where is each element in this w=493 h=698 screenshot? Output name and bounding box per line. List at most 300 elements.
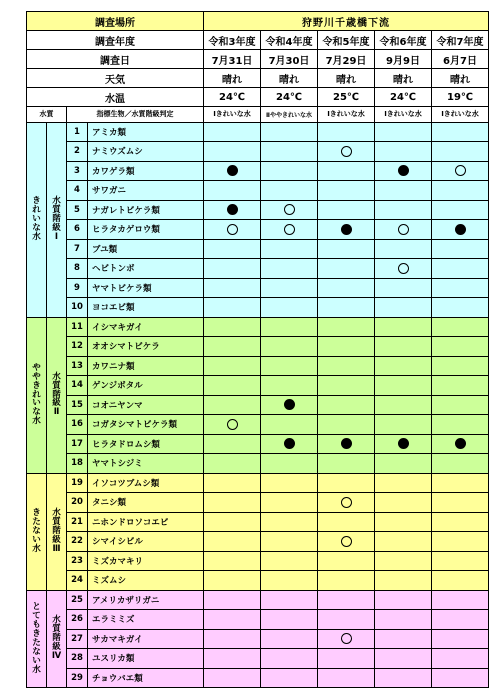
observation-cell	[261, 239, 318, 259]
observation-cell	[261, 415, 318, 435]
open-circle-icon	[227, 224, 238, 235]
observation-cell	[375, 259, 432, 279]
observation-cell	[261, 668, 318, 688]
observation-cell	[261, 259, 318, 279]
weather-row	[27, 69, 489, 88]
date-row	[27, 50, 489, 69]
temp-cell: 25℃	[318, 88, 375, 107]
species-row	[27, 220, 489, 240]
location-name: 狩野川千歳橋下流	[204, 12, 489, 31]
species-name: ミズカマキリ	[88, 551, 204, 571]
species-row	[27, 239, 489, 259]
observation-cell	[204, 356, 261, 376]
species-name: タニシ類	[88, 493, 204, 513]
species-row	[27, 649, 489, 669]
weather-cell: 晴れ	[375, 69, 432, 88]
observation-cell	[375, 454, 432, 474]
species-row	[27, 259, 489, 279]
observation-cell	[375, 239, 432, 259]
observation-cell	[432, 278, 489, 298]
species-row	[27, 434, 489, 454]
observation-cell	[432, 512, 489, 532]
observation-cell	[204, 454, 261, 474]
filled-circle-icon	[227, 165, 238, 176]
observation-cell	[261, 590, 318, 610]
observation-cell	[432, 434, 489, 454]
observation-cell	[318, 161, 375, 181]
observation-cell	[204, 376, 261, 396]
species-number: 6	[67, 220, 88, 240]
observation-cell	[432, 668, 489, 688]
observation-cell	[375, 161, 432, 181]
observation-cell	[204, 278, 261, 298]
temp-cell: 24℃	[261, 88, 318, 107]
judgment-cell: Ⅰきれいな水	[204, 107, 261, 123]
observation-cell	[204, 668, 261, 688]
species-name: チョウバエ類	[88, 668, 204, 688]
observation-cell	[204, 142, 261, 162]
category-label: き た な い 水	[27, 473, 47, 590]
observation-cell	[432, 259, 489, 279]
observation-cell	[375, 317, 432, 337]
date-label: 調査日	[27, 50, 204, 69]
category-label: き れ い な 水	[27, 122, 47, 317]
observation-cell	[432, 337, 489, 357]
observation-cell	[318, 415, 375, 435]
species-name: ニホンドロソコエビ	[88, 512, 204, 532]
species-number: 8	[67, 259, 88, 279]
observation-cell	[204, 337, 261, 357]
observation-cell	[375, 337, 432, 357]
observation-cell	[318, 259, 375, 279]
open-circle-icon	[284, 204, 295, 215]
observation-cell	[318, 493, 375, 513]
observation-cell	[318, 649, 375, 669]
species-row	[27, 629, 489, 649]
observation-cell	[261, 337, 318, 357]
species-number: 15	[67, 395, 88, 415]
observation-cell	[318, 668, 375, 688]
temp-row	[27, 88, 489, 107]
observation-cell	[375, 415, 432, 435]
observation-cell	[432, 181, 489, 201]
filled-circle-icon	[341, 438, 352, 449]
species-row	[27, 532, 489, 552]
observation-cell	[204, 610, 261, 630]
observation-cell	[318, 454, 375, 474]
species-name: カワゲラ類	[88, 161, 204, 181]
species-number: 3	[67, 161, 88, 181]
temp-cell: 19℃	[432, 88, 489, 107]
observation-cell	[261, 454, 318, 474]
year-row	[27, 31, 489, 50]
observation-cell	[261, 376, 318, 396]
observation-cell	[318, 122, 375, 142]
observation-cell	[432, 161, 489, 181]
observation-cell	[375, 649, 432, 669]
observation-cell	[261, 220, 318, 240]
observation-cell	[318, 512, 375, 532]
observation-cell	[375, 395, 432, 415]
observation-cell	[318, 239, 375, 259]
observation-cell	[204, 200, 261, 220]
observation-cell	[261, 649, 318, 669]
species-name: ナミウズムシ	[88, 142, 204, 162]
observation-cell	[261, 142, 318, 162]
species-row	[27, 512, 489, 532]
species-number: 5	[67, 200, 88, 220]
observation-cell	[204, 473, 261, 493]
observation-cell	[204, 395, 261, 415]
species-number: 13	[67, 356, 88, 376]
species-name: ヤマトビケラ類	[88, 278, 204, 298]
indicator-label: 指標生物／水質階級判定	[67, 107, 204, 123]
observation-cell	[204, 571, 261, 591]
year-cell: 令和7年度	[432, 31, 489, 50]
species-number: 28	[67, 649, 88, 669]
observation-cell	[204, 259, 261, 279]
observation-cell	[318, 200, 375, 220]
species-name: コオニヤンマ	[88, 395, 204, 415]
observation-cell	[318, 434, 375, 454]
observation-cell	[204, 415, 261, 435]
observation-cell	[375, 668, 432, 688]
species-number: 1	[67, 122, 88, 142]
date-cell: 7月29日	[318, 50, 375, 69]
species-name: エラミミズ	[88, 610, 204, 630]
date-cell: 7月30日	[261, 50, 318, 69]
weather-cell: 晴れ	[318, 69, 375, 88]
filled-circle-icon	[455, 438, 466, 449]
level-label: 水 質 階 級 Ⅰ	[47, 122, 67, 317]
species-number: 19	[67, 473, 88, 493]
judgment-cell: Ⅰきれいな水	[375, 107, 432, 123]
open-circle-icon	[341, 497, 352, 508]
observation-cell	[318, 317, 375, 337]
species-number: 11	[67, 317, 88, 337]
observation-cell	[432, 298, 489, 318]
species-row	[27, 668, 489, 688]
species-name: イソコツブムシ類	[88, 473, 204, 493]
species-name: ヒラタカゲロウ類	[88, 220, 204, 240]
observation-cell	[432, 454, 489, 474]
species-name: ヒラタドロムシ類	[88, 434, 204, 454]
weather-cell: 晴れ	[261, 69, 318, 88]
observation-cell	[261, 571, 318, 591]
species-name: ゲンジボタル	[88, 376, 204, 396]
open-circle-icon	[398, 263, 409, 274]
weather-cell: 晴れ	[204, 69, 261, 88]
species-number: 24	[67, 571, 88, 591]
species-name: ナガレトビケラ類	[88, 200, 204, 220]
level-label: 水 質 階 級 Ⅲ	[47, 473, 67, 590]
weather-cell: 晴れ	[432, 69, 489, 88]
observation-cell	[318, 220, 375, 240]
filled-circle-icon	[398, 438, 409, 449]
species-number: 29	[67, 668, 88, 688]
location-label: 調査場所	[27, 12, 204, 31]
species-number: 12	[67, 337, 88, 357]
observation-cell	[432, 649, 489, 669]
observation-cell	[204, 161, 261, 181]
species-row	[27, 142, 489, 162]
observation-cell	[375, 512, 432, 532]
observation-cell	[204, 122, 261, 142]
category-label: や や き れ い な 水	[27, 317, 47, 473]
filled-circle-icon	[398, 165, 409, 176]
species-number: 2	[67, 142, 88, 162]
observation-cell	[375, 200, 432, 220]
species-name: ヨコエビ類	[88, 298, 204, 318]
observation-cell	[375, 610, 432, 630]
observation-cell	[261, 493, 318, 513]
species-number: 9	[67, 278, 88, 298]
species-row	[27, 571, 489, 591]
observation-cell	[318, 337, 375, 357]
observation-cell	[261, 629, 318, 649]
observation-cell	[432, 532, 489, 552]
open-circle-icon	[227, 419, 238, 430]
species-row	[27, 610, 489, 630]
observation-cell	[261, 298, 318, 318]
species-name: イシマキガイ	[88, 317, 204, 337]
observation-cell	[261, 161, 318, 181]
judgment-cell: Ⅰきれいな水	[432, 107, 489, 123]
species-row	[27, 376, 489, 396]
observation-cell	[375, 356, 432, 376]
survey-table	[26, 11, 489, 688]
observation-cell	[432, 610, 489, 630]
observation-cell	[204, 317, 261, 337]
water-quality-label: 水質	[27, 107, 67, 123]
species-name: ヘビトンボ	[88, 259, 204, 279]
date-cell: 7月31日	[204, 50, 261, 69]
observation-cell	[318, 298, 375, 318]
species-number: 17	[67, 434, 88, 454]
observation-cell	[204, 551, 261, 571]
species-row	[27, 200, 489, 220]
observation-cell	[204, 434, 261, 454]
observation-cell	[375, 298, 432, 318]
species-name: オオシマトビケラ	[88, 337, 204, 357]
observation-cell	[432, 220, 489, 240]
species-name: ミズムシ	[88, 571, 204, 591]
filled-circle-icon	[341, 224, 352, 235]
observation-cell	[375, 629, 432, 649]
date-cell: 6月7日	[432, 50, 489, 69]
species-name: ユスリカ類	[88, 649, 204, 669]
observation-cell	[261, 278, 318, 298]
date-cell: 9月9日	[375, 50, 432, 69]
observation-cell	[261, 532, 318, 552]
observation-cell	[432, 590, 489, 610]
observation-cell	[432, 200, 489, 220]
species-row	[27, 454, 489, 474]
filled-circle-icon	[284, 399, 295, 410]
observation-cell	[204, 220, 261, 240]
species-number: 25	[67, 590, 88, 610]
species-row	[27, 395, 489, 415]
species-row	[27, 161, 489, 181]
observation-cell	[318, 142, 375, 162]
species-name: サカマキガイ	[88, 629, 204, 649]
observation-cell	[318, 590, 375, 610]
year-cell: 令和5年度	[318, 31, 375, 50]
observation-cell	[318, 356, 375, 376]
judgment-cell: Ⅰきれいな水	[318, 107, 375, 123]
species-row	[27, 337, 489, 357]
observation-cell	[204, 298, 261, 318]
species-number: 22	[67, 532, 88, 552]
observation-cell	[375, 473, 432, 493]
species-row	[27, 473, 489, 493]
open-circle-icon	[341, 633, 352, 644]
species-number: 10	[67, 298, 88, 318]
observation-cell	[318, 473, 375, 493]
observation-cell	[375, 434, 432, 454]
level-label: 水 質 階 級 Ⅱ	[47, 317, 67, 473]
observation-cell	[204, 649, 261, 669]
species-row	[27, 278, 489, 298]
observation-cell	[375, 278, 432, 298]
observation-cell	[261, 610, 318, 630]
observation-cell	[432, 122, 489, 142]
year-label: 調査年度	[27, 31, 204, 50]
open-circle-icon	[341, 146, 352, 157]
observation-cell	[375, 571, 432, 591]
species-row	[27, 551, 489, 571]
year-cell: 令和6年度	[375, 31, 432, 50]
species-number: 16	[67, 415, 88, 435]
observation-cell	[261, 200, 318, 220]
observation-cell	[375, 220, 432, 240]
temp-cell: 24℃	[204, 88, 261, 107]
observation-cell	[432, 142, 489, 162]
observation-cell	[261, 181, 318, 201]
species-number: 18	[67, 454, 88, 474]
judgment-cell: Ⅱややきれいな水	[261, 107, 318, 123]
species-name: アメリカザリガニ	[88, 590, 204, 610]
species-number: 4	[67, 181, 88, 201]
observation-cell	[204, 512, 261, 532]
species-number: 26	[67, 610, 88, 630]
observation-cell	[261, 356, 318, 376]
species-name: ヤマトシジミ	[88, 454, 204, 474]
species-row	[27, 122, 489, 142]
species-name: サワガニ	[88, 181, 204, 201]
observation-cell	[375, 181, 432, 201]
species-row	[27, 298, 489, 318]
year-cell: 令和3年度	[204, 31, 261, 50]
observation-cell	[375, 142, 432, 162]
observation-cell	[204, 493, 261, 513]
observation-cell	[432, 415, 489, 435]
observation-cell	[318, 551, 375, 571]
observation-cell	[318, 181, 375, 201]
observation-cell	[318, 571, 375, 591]
filled-circle-icon	[455, 224, 466, 235]
species-number: 23	[67, 551, 88, 571]
observation-cell	[432, 395, 489, 415]
observation-cell	[432, 356, 489, 376]
observation-cell	[204, 181, 261, 201]
year-cell: 令和4年度	[261, 31, 318, 50]
observation-cell	[261, 473, 318, 493]
observation-cell	[432, 376, 489, 396]
observation-cell	[204, 629, 261, 649]
species-name: ブユ類	[88, 239, 204, 259]
observation-cell	[375, 493, 432, 513]
open-circle-icon	[284, 224, 295, 235]
species-number: 20	[67, 493, 88, 513]
temp-cell: 24℃	[375, 88, 432, 107]
observation-cell	[261, 434, 318, 454]
species-row	[27, 181, 489, 201]
filled-circle-icon	[227, 204, 238, 215]
species-name: アミカ類	[88, 122, 204, 142]
weather-label: 天気	[27, 69, 204, 88]
observation-cell	[432, 317, 489, 337]
observation-cell	[261, 512, 318, 532]
observation-cell	[432, 493, 489, 513]
observation-cell	[432, 473, 489, 493]
species-row	[27, 356, 489, 376]
species-name: コガタシマトビケラ類	[88, 415, 204, 435]
observation-cell	[432, 551, 489, 571]
judgment-row	[27, 107, 489, 123]
observation-cell	[432, 571, 489, 591]
open-circle-icon	[455, 165, 466, 176]
observation-cell	[318, 610, 375, 630]
observation-cell	[375, 532, 432, 552]
species-row	[27, 493, 489, 513]
observation-cell	[318, 395, 375, 415]
species-number: 27	[67, 629, 88, 649]
observation-cell	[318, 278, 375, 298]
open-circle-icon	[341, 536, 352, 547]
observation-cell	[318, 532, 375, 552]
species-number: 21	[67, 512, 88, 532]
observation-cell	[375, 122, 432, 142]
species-row	[27, 415, 489, 435]
observation-cell	[432, 239, 489, 259]
species-number: 14	[67, 376, 88, 396]
observation-cell	[261, 122, 318, 142]
observation-cell	[261, 551, 318, 571]
observation-cell	[375, 376, 432, 396]
filled-circle-icon	[284, 438, 295, 449]
observation-cell	[261, 395, 318, 415]
temp-label: 水温	[27, 88, 204, 107]
observation-cell	[375, 551, 432, 571]
species-row	[27, 317, 489, 337]
species-name: カワニナ類	[88, 356, 204, 376]
observation-cell	[375, 590, 432, 610]
species-name: シマイシビル	[88, 532, 204, 552]
observation-cell	[204, 239, 261, 259]
species-number: 7	[67, 239, 88, 259]
species-row	[27, 590, 489, 610]
observation-cell	[318, 376, 375, 396]
observation-cell	[204, 532, 261, 552]
observation-cell	[318, 629, 375, 649]
level-label: 水 質 階 級 Ⅳ	[47, 590, 67, 688]
observation-cell	[261, 317, 318, 337]
open-circle-icon	[398, 224, 409, 235]
category-label: と て も き た な い 水	[27, 590, 47, 688]
observation-cell	[432, 629, 489, 649]
observation-cell	[204, 590, 261, 610]
